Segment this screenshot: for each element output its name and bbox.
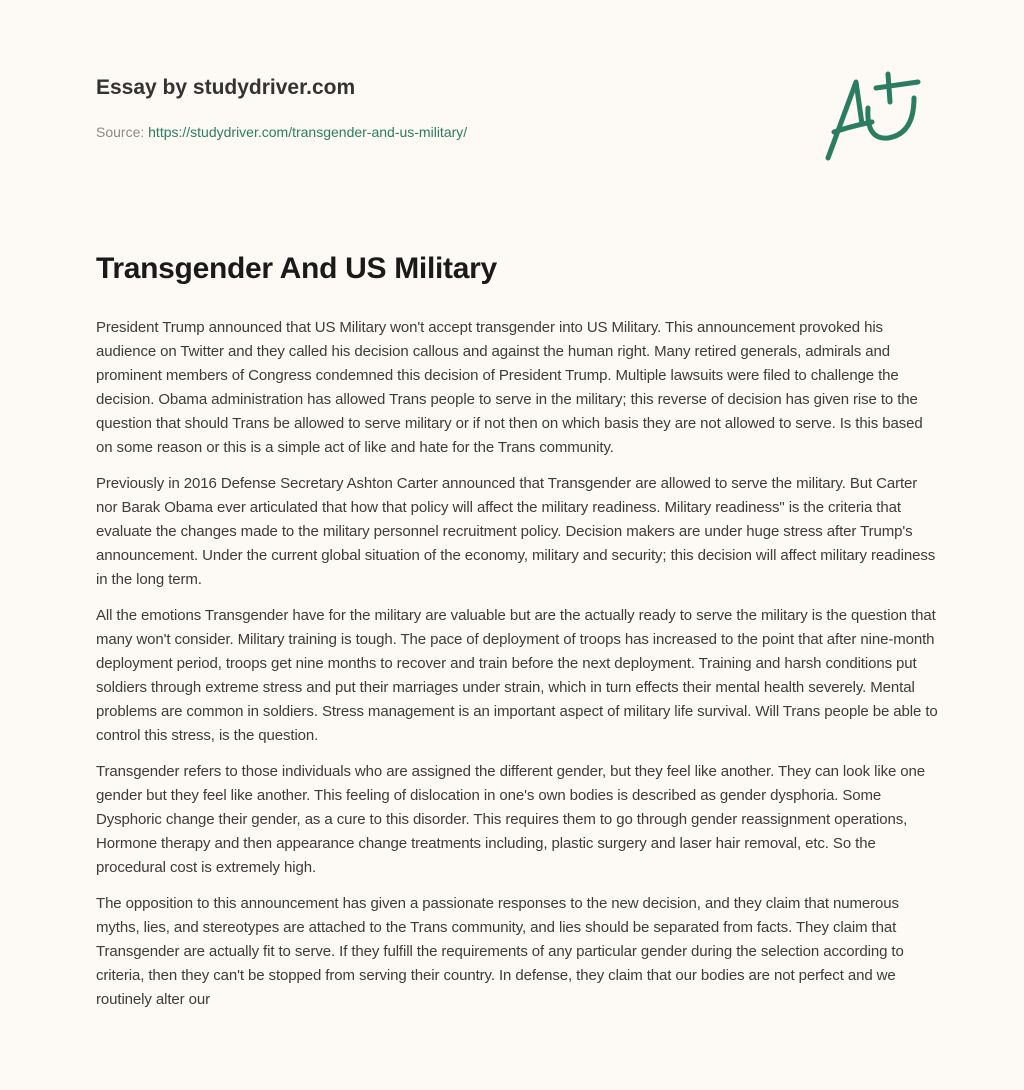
source-link[interactable]: https://studydriver.com/transgender-and-us-military/	[148, 124, 468, 140]
essay-body	[96, 316, 942, 1024]
a-plus-logo-icon	[818, 68, 930, 168]
source-line	[96, 124, 467, 140]
site-title: Essay by studydriver.com	[96, 76, 356, 99]
essay-title: Transgender And US Military	[96, 252, 497, 285]
essay-paragraph: The opposition to this announcement has given a passionate responses to the new decision, and they claim that numerous myths, lies, and stereotypes are attached to the Trans community, and lies should be separated from facts. They claim that Transgender are actually fit to serve. If they fulfill the requirements of any particular gender during the selection according to criteria, then they can't be stopped from serving their country. In defense, they claim that our bodies are not perfect and we routinely alter our	[96, 895, 904, 1008]
essay-paragraph: President Trump announced that US Military won't accept transgender into US Military. This announcement provoked his audience on Twitter and they called his decision callous and against the human right. Many retired generals, admirals and prominent members of Congress condemned this decision of President Trump. Multiple lawsuits were filed to challenge the decision. Obama administration has allowed Trans people to serve in the military; this reverse of decision has given rise to the question that should Trans be allowed to serve military or if not then on which basis they are not allowed to serve. Is this based on some reason or this is a simple act of like and hate for the Trans community.	[96, 319, 923, 456]
essay-paragraph: Previously in 2016 Defense Secretary Ashton Carter announced that Transgender are allowed to serve the military. But Carter nor Barak Obama ever articulated that how that policy will affect the military readiness. Military readiness" is the criteria that evaluate the changes made to the military personnel recruitment policy. Decision makers are under huge stress after Trump's announcement. Under the current global situation of the economy, military and security; this decision will affect military readiness in the long term.	[96, 475, 936, 588]
essay-paragraph: All the emotions Transgender have for the military are valuable but are the actually ready to serve the military is the question that many won't consider. Military training is tough. The pace of deployment of troops has increased to the point that after nine-month deployment period, troops get nine months to recover and train before the next deployment. Training and harsh conditions put soldiers through extreme stress and put their marriages under strain, which in turn effects their mental health severely. Mental problems are common in soldiers. Stress management is an important aspect of military life survival. Will Trans people be able to control this stress, is the question.	[96, 607, 938, 744]
source-label: Source:	[96, 124, 145, 140]
essay-paragraph: Transgender refers to those individuals who are assigned the different gender, but they feel like another. They can look like one gender but they feel like another. This feeling of dislocation in one's own bodies is described as gender dysphoria. Some Dysphoric change their gender, as a cure to this disorder. This requires them to go through gender reassignment operations, Hormone therapy and then appearance change treatments including, plastic surgery and laser hair removal, etc. So the procedural cost is extremely high.	[96, 763, 926, 876]
